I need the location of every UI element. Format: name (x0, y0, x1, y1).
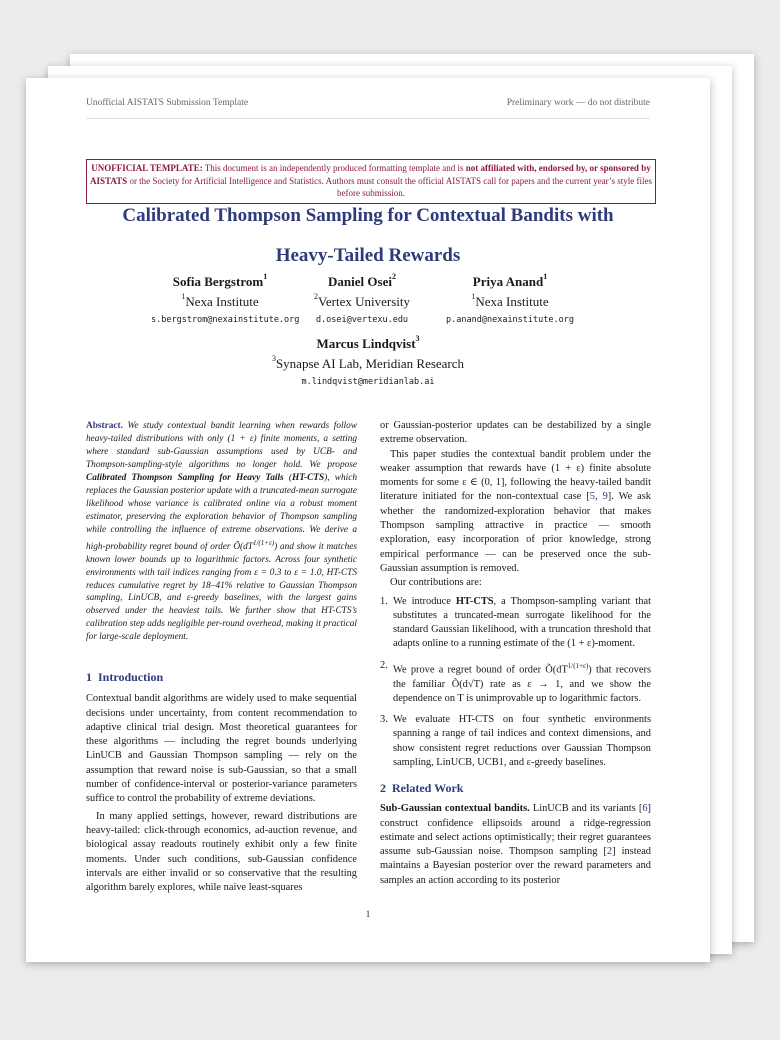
affiliation-mark: 1 (181, 292, 186, 301)
list-item-text (393, 713, 651, 770)
notice-text-1: This document is an independently produced formatting template and is (202, 163, 466, 173)
author-affil-mark: 1 (543, 272, 548, 281)
abstract-label: Abstract. (86, 421, 123, 431)
title-line-1: Calibrated Thompson Sampling for Contextual Bandits with (122, 205, 614, 226)
abstract-text-1: We study contextual bandit learning when rewards follow heavy-tailed distributions with only (1 + ε) finite moments, a setting where standard sub-Gaussian assumptions used by UCB- and Thompson-sampling-style algorithms no longer hold. We propose (86, 421, 357, 470)
author-2 (293, 272, 431, 328)
list-item-text (393, 595, 651, 652)
intro-paragraph-2: In many applied settings, however, reward distributions are heavy-tailed: click-through economics, ad-auction revenue, and biological assay readouts routinely exhibit only a few finite moments. Under such conditions, sub-Gaussian confidence intervals are either invalid or so conservative that the resulting algorithm barely explores, while naive least-squares (86, 810, 357, 894)
intro-paragraph-4: Our contributions are: (390, 577, 482, 589)
abstract (86, 420, 357, 644)
intro-p3-text-a: This paper studies the contextual bandit problem under the weaker assumption that rewards have (1 + ε) finite absolute moments for some ε ∈ (0, 1], following the heavy-tailed bandit literature initiated for the non-contextual case [ (380, 448, 651, 503)
related-paragraph-1 (380, 802, 651, 888)
list-item (380, 659, 651, 706)
author-name: Priya Anand (472, 274, 544, 289)
author-email: p.anand@nexainstitute.org (446, 315, 574, 325)
list-number: 3. (380, 714, 388, 726)
author-affil-mark: 1 (263, 272, 268, 281)
affiliation-mark: 2 (313, 292, 318, 301)
citation-link[interactable]: 5 (589, 491, 595, 503)
paragraph-lead: Sub-Gaussian contextual bandits. (380, 803, 530, 815)
contrib-pre: We introduce (393, 595, 456, 607)
citation-separator: , (595, 491, 603, 503)
citation-link[interactable]: 6 (642, 803, 648, 815)
author-3 (435, 272, 585, 328)
abstract-text-3: ) and show it matches known lower bounds up to logarithmic factors. Across four synthetic environments with tail indices ranging from ε = 0.3 to ε = 1.0, HT-CTS reduces cumulative regret by 18–41% relative to Gaussian Thompson sampling, LinUCB, and ε-greedy baselines, with the largest gains observed under the heaviest tails. We further show that HT-CTS’s calibration step adds negligible per-round overhead, making it practical for large-scale deployment. (86, 541, 357, 643)
list-item-text (393, 659, 651, 706)
abstract-paren-open: ( (283, 472, 292, 483)
contributions-list (380, 595, 651, 771)
author-name: Daniel Osei (328, 274, 392, 289)
contrib-pre: We evaluate HT-CTS on four synthetic environments spanning a range of tail indices and context dimensions, and show consistent regret reductions over Gaussian Thompson sampling, LinUCB, UCB1, and ε-greedy baselines. (393, 714, 651, 768)
left-column (86, 420, 357, 895)
author-name: Sofia Bergstrom (172, 274, 264, 289)
section-number: 1 (86, 670, 92, 685)
author-4 (86, 334, 650, 390)
section-heading-related-work (380, 780, 651, 796)
contrib-pre: We prove a regret bound of order Õ(dT (393, 664, 568, 676)
contrib-bold: HT-CTS (455, 595, 494, 607)
intro-paragraph-1: Contextual bandit algorithms are widely used to make sequential decisions under uncertainty, from content recommendation to adaptive clinical trial design. Most theoretical guarantees for these algorithms — including the regret bounds underlying LinUCB and Gaussian Thompson sampling — rely on the assumption that reward noise is sub-Gaussian, so that a small number of confidence-interval or posterior-variance parameters suffice to control the probability of extreme deviations. (86, 693, 357, 805)
section-heading-introduction (86, 669, 357, 685)
intro-paragraph-3 (380, 448, 651, 577)
citation-link[interactable]: 9 (602, 491, 608, 503)
author-block (86, 272, 650, 328)
intro-paragraph-2-continued: or Gaussian-posterior updates can be destabilized by a single extreme observation. (380, 420, 651, 446)
related-text-2: ] construct confidence ellipsoids around a ridge-regression estimate and select actions optimistically; their regret guarantees assume sub-Gaussian noise. Thompson sampling [ (380, 803, 651, 858)
running-head-left: Unofficial AISTATS Submission Template (86, 98, 249, 108)
method-abbrev: HT-CTS (291, 472, 325, 483)
running-head (86, 98, 650, 119)
regret-exponent: 1/(1+ε) (252, 538, 275, 547)
intro-p3-text-b: ]. We ask whether the randomized-exploration behavior that makes Thompson sampling attractive in practice — smooth exploration, easy incorporation of prior knowledge, strong empirical performance — can be preserved once the sub-Gaussian assumption is removed. (380, 491, 651, 574)
list-item (380, 713, 651, 770)
list-number: 2. (380, 659, 388, 671)
title-line-2: Heavy-Tailed Rewards (275, 245, 461, 266)
author-affil-mark: 3 (415, 334, 420, 343)
author-affiliation: Synapse AI Lab, Meridian Research (275, 356, 465, 371)
author-email: d.osei@vertexu.edu (315, 315, 409, 325)
notice-text-2: or the Society for Artificial Intelligence and Statistics. Authors must consult the official AISTATS call for papers and the current year’s style files before submission. (127, 175, 653, 199)
abstract-text-2: ), which replaces the Gaussian posterior update with a truncated-mean surrogate likelihood whose variance is calibrated online via a robust moment estimator, preserving the exploration behavior of Thompson sampling while controlling the influence of extreme observations. We derive a high-probability regret bound of order Õ(dT (86, 472, 357, 552)
running-head-right: Preliminary work — do not distribute (506, 98, 650, 108)
notice-bold: not affiliated with, endorsed by, or sponsored by AISTATS (90, 163, 651, 186)
contrib-post: ) that recovers the familiar Õ(d√T) rate as ε → 1, and we show the dependence on T is unimprovable up to logarithmic factors. (393, 664, 651, 704)
related-text-3: ] instead maintains a Bayesian posterior over the reward parameters and samples an action according to its posterior (380, 846, 651, 886)
section-title: Related Work (392, 781, 464, 796)
citation-link[interactable]: 2 (606, 846, 613, 858)
author-name: Marcus Lindqvist (316, 336, 416, 351)
paper-page (26, 78, 710, 962)
right-column (380, 419, 651, 888)
author-affil-mark: 2 (391, 272, 396, 281)
author-affiliation: Nexa Institute (475, 294, 549, 309)
affiliation-mark: 3 (271, 354, 276, 363)
method-name: Calibrated Thompson Sampling for Heavy Tails (86, 472, 284, 483)
regret-exponent: 1/(1+ε) (567, 661, 589, 670)
contrib-post: , a Thompson-sampling variant that substitutes a truncated-mean surrogate likelihood for the standard Gaussian likelihood, with a truncation threshold that adapts online to a running estimate of the (1 + ε)-moment. (393, 595, 651, 650)
list-item (380, 595, 651, 652)
list-number: 1. (380, 595, 388, 607)
related-text-1: LinUCB and its variants [ (529, 803, 643, 815)
author-affiliation: Vertex University (317, 294, 411, 309)
section-number: 2 (380, 781, 386, 796)
author-affiliation: Nexa Institute (185, 294, 259, 309)
affiliation-mark: 1 (471, 292, 476, 301)
paper-title (86, 196, 650, 276)
author-1 (151, 272, 300, 328)
section-title: Introduction (98, 670, 164, 685)
notice-label: UNOFFICIAL TEMPLATE: (91, 163, 203, 173)
page-number: 1 (365, 910, 371, 920)
author-email: s.bergstrom@nexainstitute.org (151, 315, 300, 325)
author-email: m.lindqvist@meridianlab.ai (301, 377, 435, 387)
